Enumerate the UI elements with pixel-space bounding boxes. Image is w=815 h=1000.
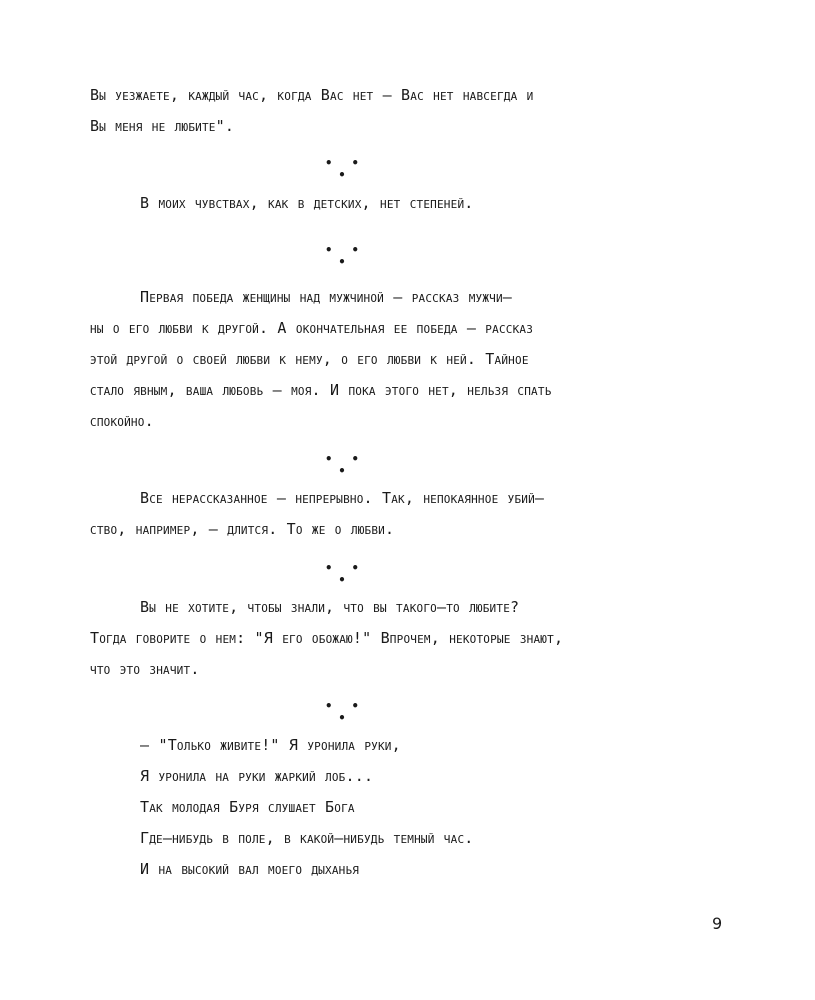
text-line: спокойно.	[90, 412, 154, 430]
paragraph-1	[90, 80, 670, 142]
poem-line: Где–нибудь в поле, в какой–нибудь темный час.	[140, 829, 474, 847]
section-separator: • • •	[325, 156, 365, 182]
text-line: что это значит.	[90, 660, 200, 678]
poem-line: Так молодая Буря слушает Бога	[140, 798, 355, 816]
poem-line: Я уронила на руки жаркий лоб...	[140, 767, 374, 785]
text-line: стало явным, ваша любовь – моя. И пока этого нет, нельзя спать	[90, 381, 552, 399]
text-line: Тогда говорите о нем: "Я его обожаю!" Впрочем, некоторые знают,	[90, 629, 564, 647]
text-line: ство, например, – длится. То же о любви.	[90, 520, 395, 538]
paragraph-3	[90, 282, 670, 437]
text-line: Все нерассказанное – непрерывно. Так, непокаянное убий–	[140, 489, 545, 507]
text-line: этой другой о своей любви к нему, о его любви к ней. Тайное	[90, 350, 529, 368]
text-line: Вы не хотите, чтобы знали, что вы такого–то любите?	[140, 598, 520, 616]
poem-line: – "Только живите!" Я уронила руки,	[140, 736, 401, 754]
paragraph-4	[90, 483, 670, 545]
text-line: ны о его любви к другой. А окончательная ее победа – рассказ	[90, 319, 534, 337]
paragraph-2	[90, 188, 670, 219]
text-line: Первая победа женщины над мужчиной – рассказ мужчи–	[140, 288, 513, 306]
poem	[140, 730, 670, 885]
text-line: В моих чувствах, как в детских, нет степеней.	[140, 194, 474, 212]
section-separator: • • •	[325, 243, 365, 269]
page-number: 9	[712, 914, 723, 933]
paragraph-5	[90, 592, 670, 685]
poem-line: И на высокий вал моего дыханья	[140, 860, 360, 878]
section-separator: • • •	[325, 699, 365, 725]
text-line: Вы меня не любите".	[90, 117, 235, 135]
text-line: Вы уезжаете, каждый час, когда Вас нет – Вас нет навсегда и	[90, 86, 534, 104]
section-separator: • • •	[325, 452, 365, 478]
section-separator: • • •	[325, 561, 365, 587]
